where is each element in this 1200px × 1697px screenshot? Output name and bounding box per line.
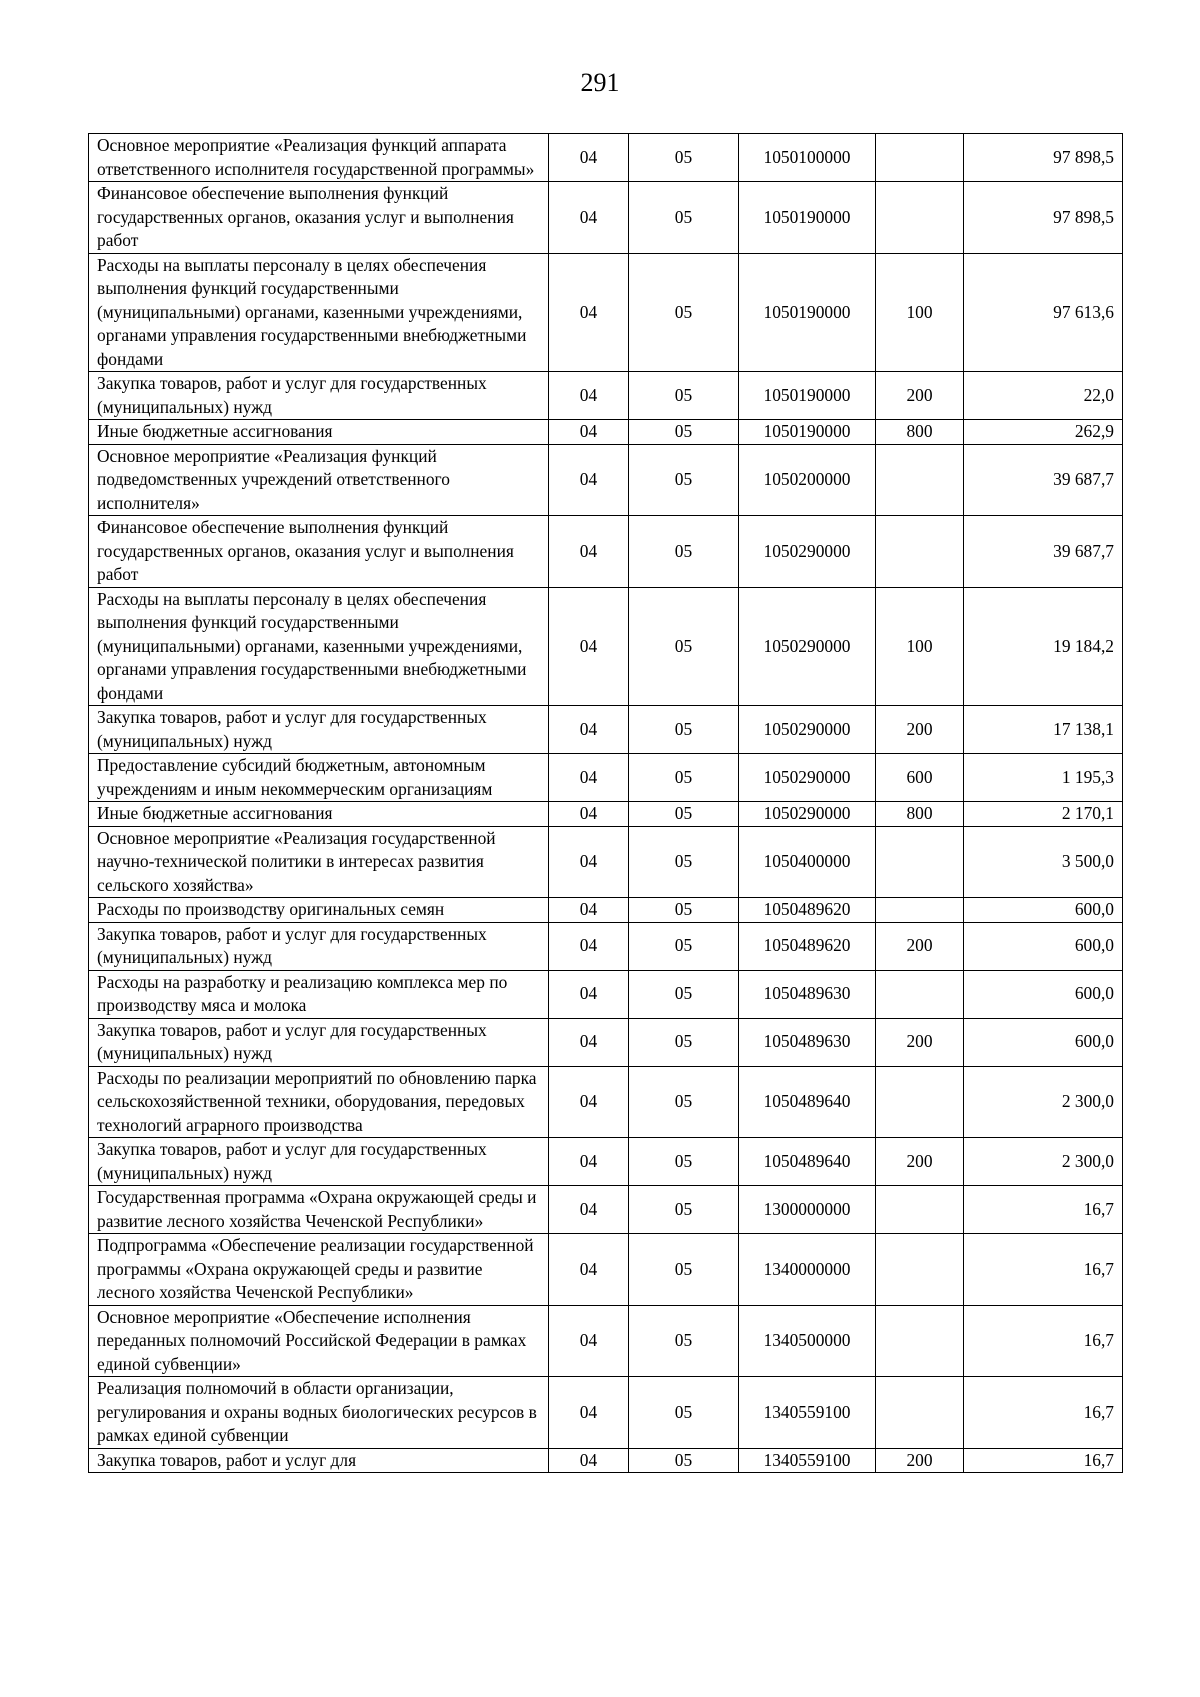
page-number: 291 xyxy=(580,68,620,97)
row-amount: 97 898,5 xyxy=(964,182,1123,254)
table-row xyxy=(89,253,1123,372)
row-name: Закупка товаров, работ и услуг для государственных (муниципальных) нужд xyxy=(89,922,549,970)
row-amount: 39 687,7 xyxy=(964,516,1123,588)
row-target-article: 1050489620 xyxy=(739,898,876,923)
row-amount: 262,9 xyxy=(964,420,1123,445)
row-name: Основное мероприятие «Обеспечение исполнения переданных полномочий Российской Федерации в рамках единой субвенции» xyxy=(89,1305,549,1377)
row-expense-type xyxy=(876,1186,964,1234)
row-expense-type: 600 xyxy=(876,754,964,802)
row-target-article: 1300000000 xyxy=(739,1186,876,1234)
row-subsection: 05 xyxy=(629,706,739,754)
row-subsection: 05 xyxy=(629,1448,739,1473)
row-expense-type: 100 xyxy=(876,253,964,372)
row-name: Закупка товаров, работ и услуг для xyxy=(89,1448,549,1473)
table-row xyxy=(89,587,1123,706)
row-section: 04 xyxy=(549,1066,629,1138)
row-target-article: 1050190000 xyxy=(739,253,876,372)
table-row xyxy=(89,516,1123,588)
table-row xyxy=(89,372,1123,420)
row-expense-type: 800 xyxy=(876,802,964,827)
row-target-article: 1050290000 xyxy=(739,587,876,706)
row-target-article: 1050400000 xyxy=(739,826,876,898)
row-expense-type: 200 xyxy=(876,922,964,970)
row-expense-type xyxy=(876,1234,964,1306)
row-expense-type xyxy=(876,134,964,182)
row-target-article: 1050290000 xyxy=(739,754,876,802)
table-row xyxy=(89,922,1123,970)
row-expense-type xyxy=(876,1305,964,1377)
budget-table xyxy=(88,133,1123,1473)
row-section: 04 xyxy=(549,1305,629,1377)
row-target-article: 1050489640 xyxy=(739,1138,876,1186)
row-subsection: 05 xyxy=(629,1138,739,1186)
row-subsection: 05 xyxy=(629,516,739,588)
row-target-article: 1050290000 xyxy=(739,516,876,588)
table-row xyxy=(89,826,1123,898)
row-expense-type: 200 xyxy=(876,706,964,754)
row-name: Подпрограмма «Обеспечение реализации государственной программы «Охрана окружающей среды и развитие лесного хозяйства Чеченской Республики» xyxy=(89,1234,549,1306)
row-section: 04 xyxy=(549,372,629,420)
table-row xyxy=(89,1448,1123,1473)
row-name: Закупка товаров, работ и услуг для государственных (муниципальных) нужд xyxy=(89,1138,549,1186)
table-row xyxy=(89,134,1123,182)
row-subsection: 05 xyxy=(629,1066,739,1138)
row-name: Финансовое обеспечение выполнения функций государственных органов, оказания услуг и выполнения работ xyxy=(89,516,549,588)
row-expense-type: 800 xyxy=(876,420,964,445)
row-expense-type: 200 xyxy=(876,1138,964,1186)
row-section: 04 xyxy=(549,754,629,802)
row-target-article: 1050200000 xyxy=(739,444,876,516)
row-expense-type: 200 xyxy=(876,1018,964,1066)
row-subsection: 05 xyxy=(629,1186,739,1234)
row-amount: 22,0 xyxy=(964,372,1123,420)
row-target-article: 1050489630 xyxy=(739,1018,876,1066)
row-target-article: 1340500000 xyxy=(739,1305,876,1377)
row-amount: 16,7 xyxy=(964,1186,1123,1234)
row-subsection: 05 xyxy=(629,922,739,970)
row-amount: 97 613,6 xyxy=(964,253,1123,372)
row-amount: 1 195,3 xyxy=(964,754,1123,802)
row-amount: 16,7 xyxy=(964,1234,1123,1306)
row-name: Основное мероприятие «Реализация государственной научно-технической политики в интересах развития сельского хозяйства» xyxy=(89,826,549,898)
row-amount: 16,7 xyxy=(964,1377,1123,1449)
row-amount: 2 300,0 xyxy=(964,1066,1123,1138)
table-row xyxy=(89,1305,1123,1377)
row-subsection: 05 xyxy=(629,444,739,516)
row-section: 04 xyxy=(549,970,629,1018)
row-amount: 600,0 xyxy=(964,898,1123,923)
row-section: 04 xyxy=(549,182,629,254)
row-amount: 19 184,2 xyxy=(964,587,1123,706)
row-name: Иные бюджетные ассигнования xyxy=(89,802,549,827)
row-subsection: 05 xyxy=(629,826,739,898)
table-row xyxy=(89,706,1123,754)
table-row xyxy=(89,444,1123,516)
row-target-article: 1340000000 xyxy=(739,1234,876,1306)
table-row xyxy=(89,802,1123,827)
row-section: 04 xyxy=(549,420,629,445)
row-name: Расходы по реализации мероприятий по обновлению парка сельскохозяйственной техники, оборудования, передовых технологий аграрного производства xyxy=(89,1066,549,1138)
row-subsection: 05 xyxy=(629,802,739,827)
row-amount: 17 138,1 xyxy=(964,706,1123,754)
row-subsection: 05 xyxy=(629,182,739,254)
row-name: Государственная программа «Охрана окружающей среды и развитие лесного хозяйства Чеченской Республики» xyxy=(89,1186,549,1234)
table-row xyxy=(89,970,1123,1018)
row-target-article: 1050489630 xyxy=(739,970,876,1018)
row-expense-type: 100 xyxy=(876,587,964,706)
row-name: Реализация полномочий в области организации, регулирования и охраны водных биологических ресурсов в рамках единой субвенции xyxy=(89,1377,549,1449)
row-subsection: 05 xyxy=(629,1018,739,1066)
row-subsection: 05 xyxy=(629,1377,739,1449)
row-section: 04 xyxy=(549,802,629,827)
row-target-article: 1340559100 xyxy=(739,1377,876,1449)
row-name: Основное мероприятие «Реализация функций аппарата ответственного исполнителя государственной программы» xyxy=(89,134,549,182)
row-section: 04 xyxy=(549,706,629,754)
row-name: Расходы по производству оригинальных семян xyxy=(89,898,549,923)
row-amount: 3 500,0 xyxy=(964,826,1123,898)
row-target-article: 1050489640 xyxy=(739,1066,876,1138)
row-subsection: 05 xyxy=(629,253,739,372)
row-name: Финансовое обеспечение выполнения функций государственных органов, оказания услуг и выполнения работ xyxy=(89,182,549,254)
row-amount: 600,0 xyxy=(964,970,1123,1018)
row-subsection: 05 xyxy=(629,970,739,1018)
row-section: 04 xyxy=(549,1377,629,1449)
row-subsection: 05 xyxy=(629,898,739,923)
table-row xyxy=(89,1234,1123,1306)
row-section: 04 xyxy=(549,444,629,516)
row-subsection: 05 xyxy=(629,587,739,706)
row-section: 04 xyxy=(549,253,629,372)
row-subsection: 05 xyxy=(629,1305,739,1377)
row-target-article: 1050190000 xyxy=(739,372,876,420)
row-name: Закупка товаров, работ и услуг для государственных (муниципальных) нужд xyxy=(89,372,549,420)
row-target-article: 1340559100 xyxy=(739,1448,876,1473)
row-section: 04 xyxy=(549,1186,629,1234)
row-amount: 16,7 xyxy=(964,1448,1123,1473)
row-subsection: 05 xyxy=(629,754,739,802)
row-section: 04 xyxy=(549,516,629,588)
row-name: Расходы на выплаты персоналу в целях обеспечения выполнения функций государственными (муниципальными) органами, казенными учреждениями, органами управления государственными внебюджетными фондами xyxy=(89,587,549,706)
row-expense-type: 200 xyxy=(876,372,964,420)
row-target-article: 1050100000 xyxy=(739,134,876,182)
row-subsection: 05 xyxy=(629,372,739,420)
row-target-article: 1050190000 xyxy=(739,420,876,445)
table-row xyxy=(89,1018,1123,1066)
row-expense-type xyxy=(876,516,964,588)
row-section: 04 xyxy=(549,1138,629,1186)
row-expense-type xyxy=(876,826,964,898)
row-target-article: 1050190000 xyxy=(739,182,876,254)
row-section: 04 xyxy=(549,587,629,706)
row-amount: 600,0 xyxy=(964,922,1123,970)
row-expense-type xyxy=(876,1066,964,1138)
row-section: 04 xyxy=(549,1018,629,1066)
row-amount: 600,0 xyxy=(964,1018,1123,1066)
row-name: Закупка товаров, работ и услуг для государственных (муниципальных) нужд xyxy=(89,1018,549,1066)
row-name: Расходы на выплаты персоналу в целях обеспечения выполнения функций государственными (муниципальными) органами, казенными учреждениями, органами управления государственными внебюджетными фондами xyxy=(89,253,549,372)
table-row xyxy=(89,1377,1123,1449)
row-amount: 39 687,7 xyxy=(964,444,1123,516)
row-name: Основное мероприятие «Реализация функций подведомственных учреждений ответственного исполнителя» xyxy=(89,444,549,516)
row-target-article: 1050290000 xyxy=(739,802,876,827)
table-row xyxy=(89,898,1123,923)
row-expense-type xyxy=(876,444,964,516)
table-row xyxy=(89,182,1123,254)
row-expense-type xyxy=(876,182,964,254)
row-amount: 2 170,1 xyxy=(964,802,1123,827)
row-expense-type xyxy=(876,898,964,923)
row-section: 04 xyxy=(549,1234,629,1306)
row-expense-type: 200 xyxy=(876,1448,964,1473)
row-subsection: 05 xyxy=(629,134,739,182)
row-amount: 16,7 xyxy=(964,1305,1123,1377)
row-expense-type xyxy=(876,970,964,1018)
row-subsection: 05 xyxy=(629,420,739,445)
row-target-article: 1050489620 xyxy=(739,922,876,970)
row-name: Расходы на разработку и реализацию комплекса мер по производству мяса и молока xyxy=(89,970,549,1018)
row-section: 04 xyxy=(549,898,629,923)
row-section: 04 xyxy=(549,826,629,898)
row-section: 04 xyxy=(549,1448,629,1473)
table-row xyxy=(89,1066,1123,1138)
table-row xyxy=(89,754,1123,802)
row-amount: 97 898,5 xyxy=(964,134,1123,182)
table-row xyxy=(89,420,1123,445)
row-subsection: 05 xyxy=(629,1234,739,1306)
row-amount: 2 300,0 xyxy=(964,1138,1123,1186)
row-section: 04 xyxy=(549,134,629,182)
row-name: Предоставление субсидий бюджетным, автономным учреждениям и иным некоммерческим организациям xyxy=(89,754,549,802)
row-name: Иные бюджетные ассигнования xyxy=(89,420,549,445)
row-name: Закупка товаров, работ и услуг для государственных (муниципальных) нужд xyxy=(89,706,549,754)
row-section: 04 xyxy=(549,922,629,970)
table-row xyxy=(89,1186,1123,1234)
row-expense-type xyxy=(876,1377,964,1449)
table-row xyxy=(89,1138,1123,1186)
row-target-article: 1050290000 xyxy=(739,706,876,754)
budget-table-body xyxy=(89,134,1123,1473)
